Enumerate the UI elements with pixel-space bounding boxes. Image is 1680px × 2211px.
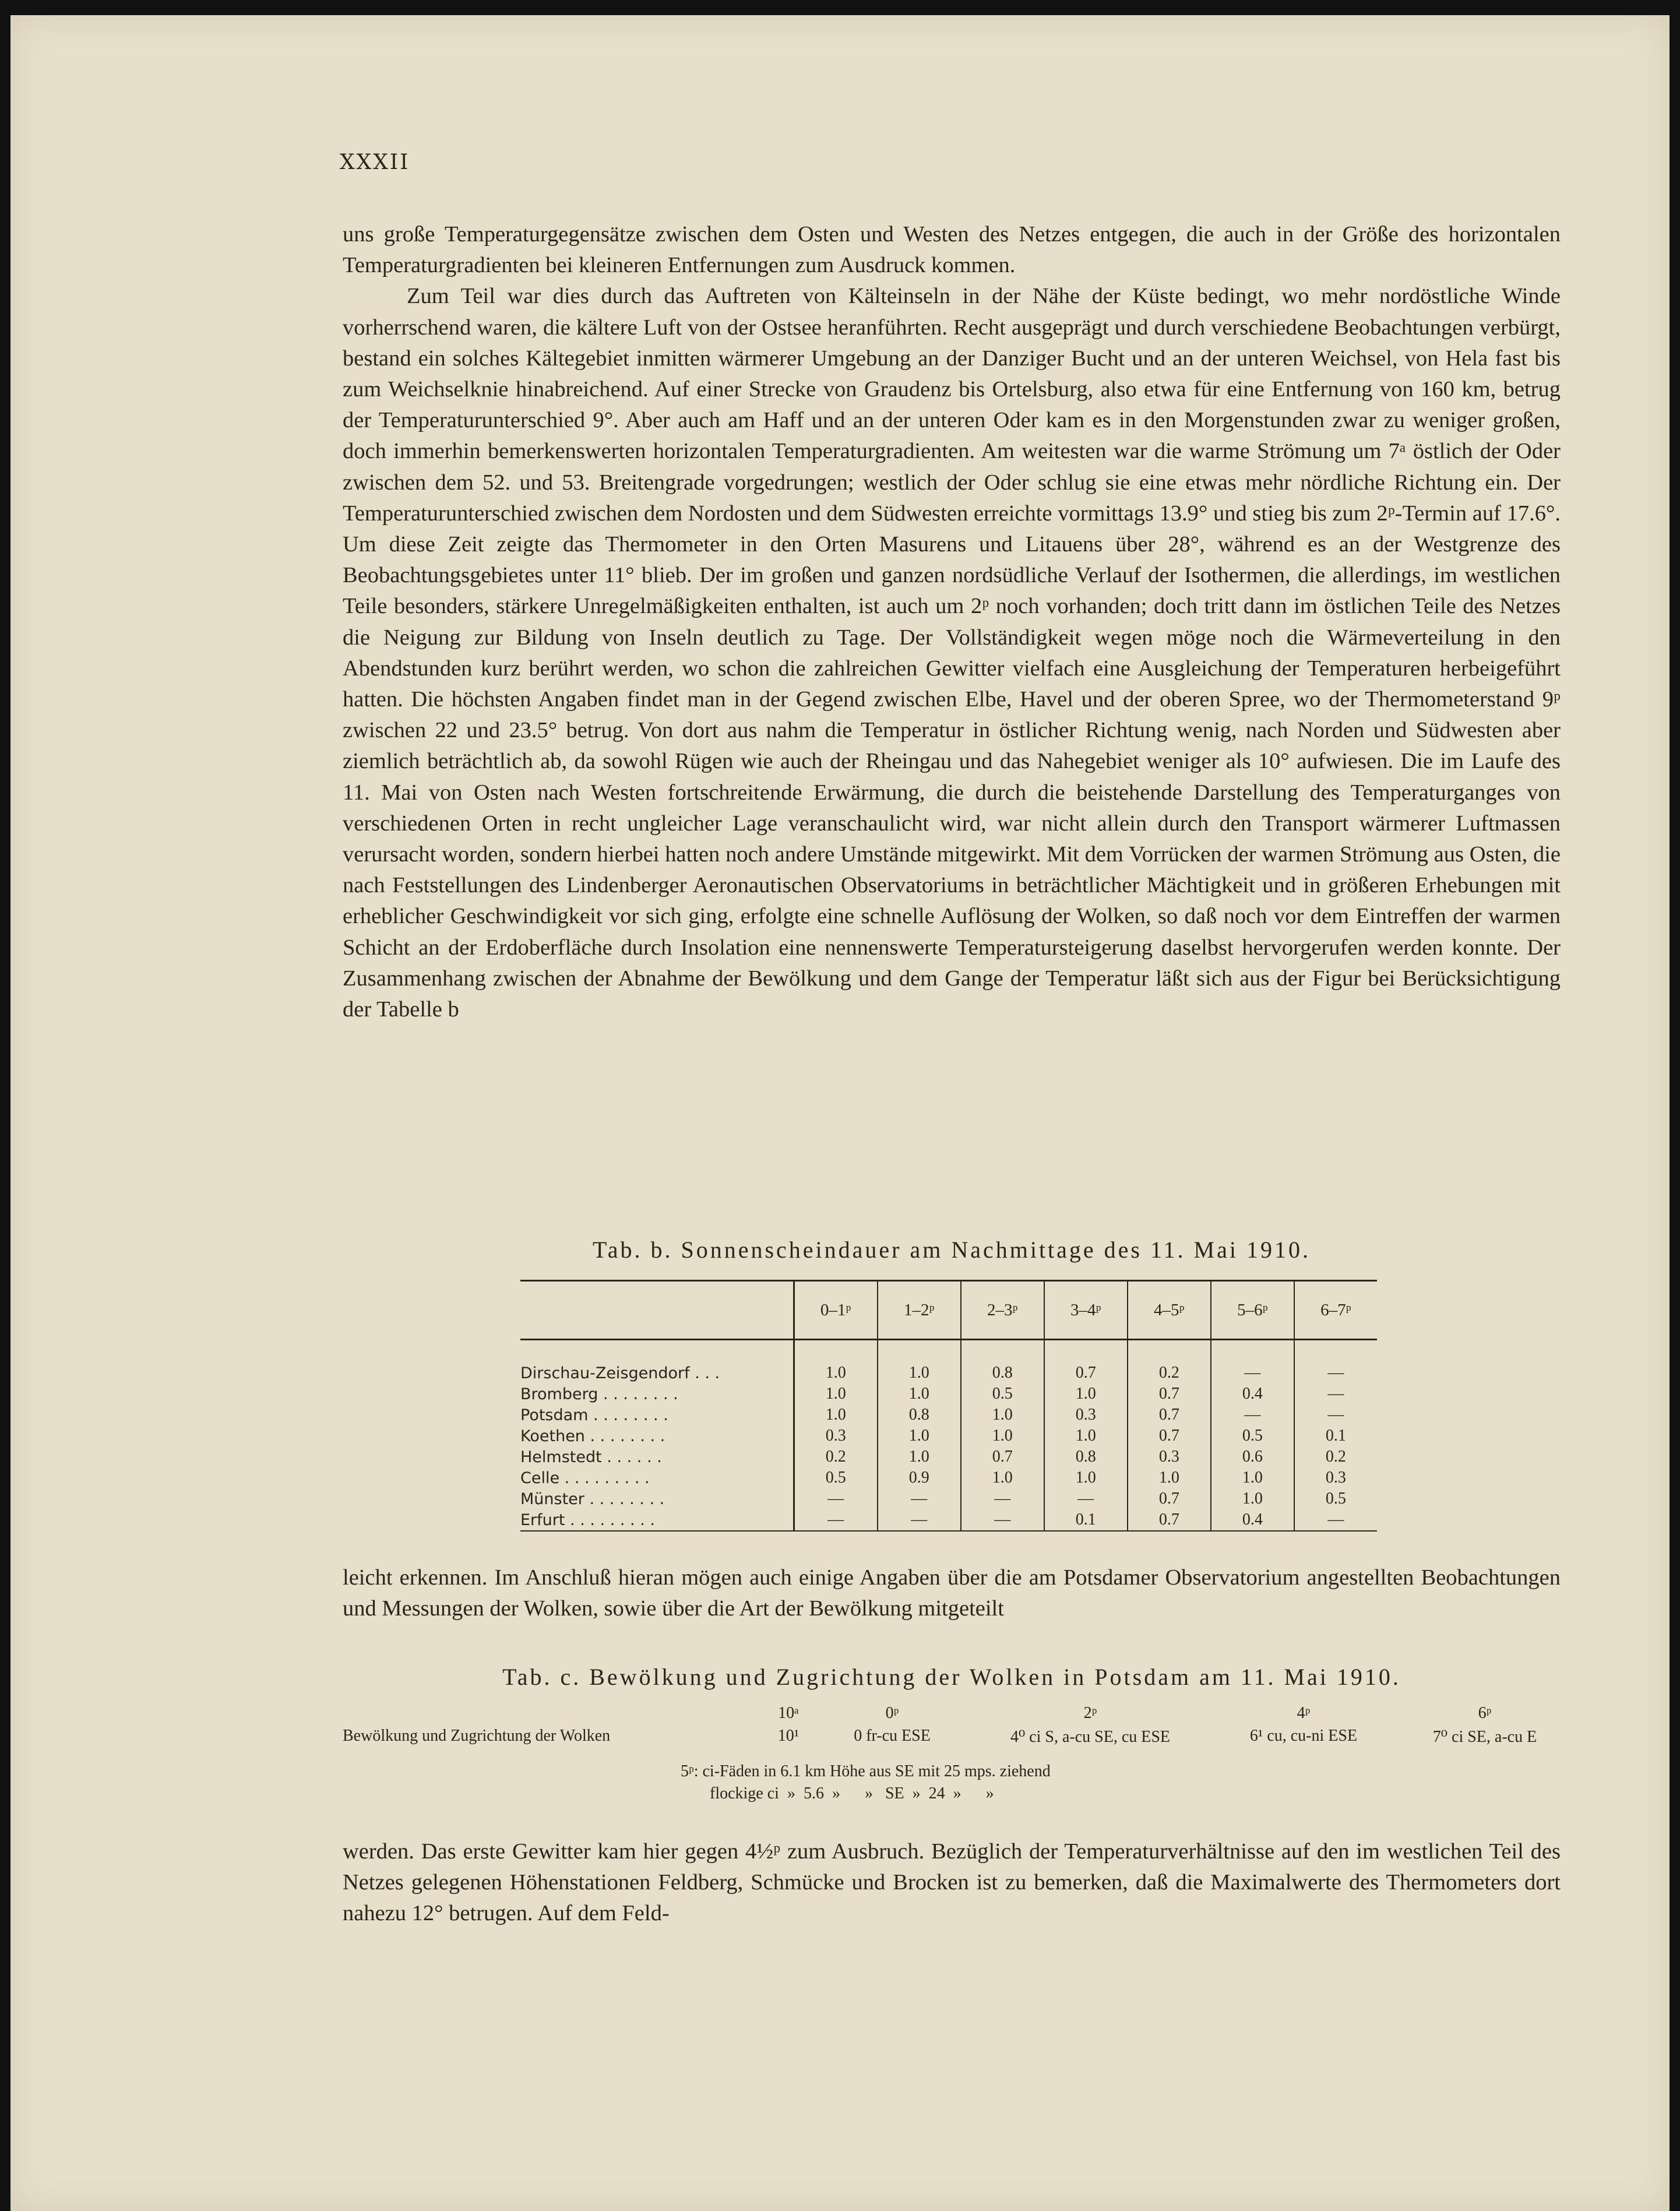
sunshine-value: 1.0 [794,1383,878,1404]
page-sheet [10,15,1670,2211]
table-c-caption: Tab. c. Bewölkung und Zugrichtung der Wolken in Potsdam am 11. Mai 1910. [502,1664,1401,1690]
sunshine-value: 1.0 [1044,1425,1128,1446]
sunshine-value: 1.0 [878,1362,961,1383]
sunshine-value: — [961,1509,1044,1531]
cloud-value: 10¹ [777,1727,800,1745]
station-name: Erfurt . . . . . . . . . [520,1509,794,1531]
sunshine-value: 0.2 [794,1446,878,1467]
sunshine-value: — [961,1488,1044,1509]
table-spacer-row [520,1340,1377,1363]
sunshine-value: 1.0 [794,1362,878,1383]
sunshine-value: 0.7 [1044,1362,1128,1383]
sunshine-value: 0.8 [878,1404,961,1425]
sunshine-value: 0.4 [1211,1383,1294,1404]
sunshine-value: 0.8 [961,1362,1044,1383]
table-body [520,1340,1377,1531]
sunshine-value: 0.7 [1128,1425,1211,1446]
sunshine-value: — [878,1509,961,1531]
sunshine-value: 1.0 [1044,1467,1128,1488]
table-row [520,1383,1377,1404]
station-name: Potsdam . . . . . . . . [520,1406,668,1424]
time-label: 4ᵖ [1297,1704,1311,1722]
column-header: 1–2ᵖ [878,1281,961,1340]
cloud-value: 0 fr-cu ESE [854,1727,931,1745]
sunshine-value: 0.5 [961,1383,1044,1404]
cloud-value: 4⁰ ci S, a-cu SE, cu ESE [1010,1728,1171,1746]
cloud-value: 6¹ cu, cu-ni ESE [1249,1727,1358,1745]
cloud-note: flockige ci » 5.6 » » SE » 24 » » [710,1784,994,1802]
time-label: 2ᵖ [1083,1704,1097,1722]
sunshine-value: 1.0 [1044,1383,1128,1404]
sunshine-value: 0.3 [1128,1446,1211,1467]
sunshine-value: 0.6 [1211,1446,1294,1467]
sunshine-value: 0.5 [1294,1488,1377,1509]
sunshine-value: 1.0 [878,1383,961,1404]
sunshine-value: 1.0 [1211,1467,1294,1488]
text-block-3 [343,1836,1561,1930]
station-name: Helmstedt . . . . . . [520,1448,662,1466]
sunshine-value: — [878,1488,961,1509]
station-name: Bromberg . . . . . . . . [520,1385,678,1403]
sunshine-value: 0.7 [1128,1488,1211,1509]
column-header: 2–3ᵖ [961,1281,1044,1340]
sunshine-value: 0.3 [1294,1467,1377,1488]
sunshine-value: — [794,1488,878,1509]
table-row [520,1404,1377,1425]
column-header: 6–7ᵖ [1294,1281,1377,1340]
sunshine-value: 0.7 [961,1446,1044,1467]
sunshine-value: — [1294,1404,1377,1425]
sunshine-value: — [1211,1404,1294,1425]
time-label: 0ᵖ [885,1704,899,1722]
table-row [520,1488,1377,1509]
sunshine-value: 0.1 [1044,1509,1128,1531]
table-b-caption: Tab. b. Sonnenscheindauer am Nachmittage des 11. Mai 1910. [593,1237,1311,1263]
table-row [520,1362,1377,1383]
time-label: 6ᵖ [1478,1704,1492,1722]
sunshine-value: 1.0 [794,1404,878,1425]
column-header: 5–6ᵖ [1211,1281,1294,1340]
sunshine-value: 0.5 [794,1467,878,1488]
paragraph: uns große Temperaturgegensätze zwischen dem Osten und Westen des Netzes entgegen, die auch in der Größe des horizontalen Temperaturgradienten bei kleineren Entfernungen zum Ausdruck kommen. [343,222,1561,278]
sunshine-value: 1.0 [961,1404,1044,1425]
sunshine-value: 0.7 [1128,1404,1211,1425]
sunshine-value: — [1044,1488,1128,1509]
column-header: 3–4ᵖ [1044,1281,1128,1340]
sunshine-value: 0.2 [1294,1446,1377,1467]
cloud-value: 7⁰ ci SE, a-cu E [1432,1728,1537,1746]
sunshine-table [520,1280,1377,1531]
sunshine-value: 1.0 [961,1467,1044,1488]
station-name: Dirschau-Zeisgendorf . . . [520,1364,720,1382]
paragraph: werden. Das erste Gewitter kam hier gegen 4½ᵖ zum Ausbruch. Bezüglich der Temperaturverhältnisse auf den im westlichen Teil des Netzes gelegenen Höhenstationen Feldberg, Schmücke und Brocken ist zu bemerken, daß die Maximalwerte des Thermometers dort nahezu 12° betrugen. Auf dem Feld- [343,1839,1561,1926]
sunshine-value: 0.1 [1294,1425,1377,1446]
sunshine-value: — [1294,1509,1377,1531]
time-label: 10ᵃ [778,1704,799,1722]
table-row [520,1467,1377,1488]
page-number: XXXII [340,150,410,174]
cloud-row-label: Bewölkung und Zugrichtung der Wolken [343,1727,611,1745]
sunshine-value: 1.0 [1211,1488,1294,1509]
sunshine-value: 0.5 [1211,1425,1294,1446]
table-row [520,1509,1377,1531]
sunshine-value: 0.3 [1044,1404,1128,1425]
sunshine-value: 1.0 [1128,1467,1211,1488]
sunshine-value: 0.2 [1128,1362,1211,1383]
sunshine-value: — [1294,1362,1377,1383]
sunshine-value: 1.0 [961,1425,1044,1446]
station-name: Koethen . . . . . . . . [520,1427,665,1445]
station-name: Celle . . . . . . . . . [520,1469,650,1487]
station-name: Münster . . . . . . . . [520,1490,665,1508]
sunshine-value: — [1211,1362,1294,1383]
column-header: 0–1ᵖ [794,1281,878,1340]
sunshine-value: — [1294,1383,1377,1404]
sunshine-value: — [794,1509,878,1531]
column-header: 4–5ᵖ [1128,1281,1211,1340]
cloud-note: 5ᵖ: ci-Fäden in 6.1 km Höhe aus SE mit 25 mps. ziehend [681,1762,1051,1780]
sunshine-value: 0.7 [1128,1509,1211,1531]
paragraph: Zum Teil war dies durch das Auftreten von Kälteinseln in der Nähe der Küste bedingt, wo mehr nordöstliche Winde vorherrschend waren, die kältere Luft von der Ostsee heranführten. Recht ausgeprägt und durch verschiedene Beobachtungen verbürgt, bestand ein solches Kältegebiet inmitten wärmerer Umgebung an der Danziger Bucht und an der unteren Weichsel, von Hela fast bis zum Weichselknie hinabreichend. Auf einer Strecke von Graudenz bis Ortelsburg, also etwa für eine Entfernung von 160 km, betrug der Temperaturunterschied 9°. Aber auch am Haff und an der unteren Oder kam es in den Morgenstunden zwar zu weniger großen, doch immerhin bemerkenswerten horizontalen Temperaturgradienten. Am weitesten war die warme Strömung um 7ᵃ östlich der Oder zwischen dem 52. und 53. Breitengrade vorgedrungen; westlich der Oder schlug sie eine etwas mehr nördliche Richtung ein. Der Temperaturunterschied zwischen dem Nordosten und dem Südwesten erreichte vormittags 13.9° und stieg bis zum 2ᵖ-Termin auf 17.6°. Um diese Zeit zeigte das Thermometer in den Orten Masurens und Litauens über 28°, während es an der Westgrenze des Beobachtungsgebietes unter 11° blieb. Der im großen und ganzen nordsüdliche Verlauf der Isothermen, die allerdings, im westlichen Teile besonders, stärkere Unregelmäßigkeiten enthalten, ist auch um 2ᵖ noch vorhanden; doch tritt dann im östlichen Teile des Netzes die Neigung zur Bildung von Inseln deutlich zu Tage. Der Vollständigkeit wegen möge noch die Wärmeverteilung in den Abendstunden kurz berührt werden, wo schon die zahlreichen Gewitter vielfach eine Ausgleichung der Temperaturen herbeigeführt hatten. Die höchsten Angaben findet man in der Gegend zwischen Elbe, Havel und der oberen Spree, wo der Thermometerstand 9ᵖ zwischen 22 und 23.5° betrug. Von dort aus nahm die Temperatur in östlicher Richtung wenig, nach Norden und Südwesten aber ziemlich beträchtlich ab, da sowohl Rügen wie auch der Rheingau und das Nahegebiet weniger als 10° aufwiesen. Die im Laufe des 11. Mai von Osten nach Westen fortschreitende Erwärmung, die durch die beistehende Darstellung des Temperaturganges von verschiedenen Orten in recht ungleicher Lage veranschaulicht wird, war nicht allein durch den Transport wärmerer Luftmassen verursacht worden, sondern hierbei hatten noch andere Umstände mitgewirkt. Mit dem Vorrücken der warmen Strömung aus Osten, die nach Feststellungen des Lindenberger Aeronautischen Observatoriums in beträchtlicher Mächtigkeit und in größeren Erhebungen mit erheblicher Geschwindigkeit vor sich ging, erfolgte eine schnelle Auflösung der Wolken, so daß noch vor dem Eintreffen der warmen Schicht an der Erdoberfläche durch Insolation eine nennenswerte Temperatursteigerung daselbst hervorgerufen werden konnte. Der Zusammenhang zwischen der Abnahme der Bewölkung und dem Gange der Temperatur läßt sich aus der Figur bei Berücksichtigung der Tabelle b [343,284,1561,1022]
table-corner [520,1281,794,1340]
text-block-2 [343,1562,1561,1624]
table-header-row [520,1281,1377,1340]
sunshine-value: 1.0 [878,1425,961,1446]
sunshine-value: 0.3 [794,1425,878,1446]
table-row [520,1446,1377,1467]
sunshine-value: 1.0 [878,1446,961,1467]
sunshine-value: 0.7 [1128,1383,1211,1404]
table-row [520,1425,1377,1446]
sunshine-value: 0.9 [878,1467,961,1488]
paragraph: leicht erkennen. Im Anschluß hieran mögen auch einige Angaben über die am Potsdamer Observatorium angestellten Beobachtungen und Messungen der Wolken, sowie über die Art der Bewölkung mitgeteilt [343,1565,1561,1621]
sunshine-value: 0.8 [1044,1446,1128,1467]
sunshine-value: 0.4 [1211,1509,1294,1531]
text-block-1 [343,219,1561,1025]
